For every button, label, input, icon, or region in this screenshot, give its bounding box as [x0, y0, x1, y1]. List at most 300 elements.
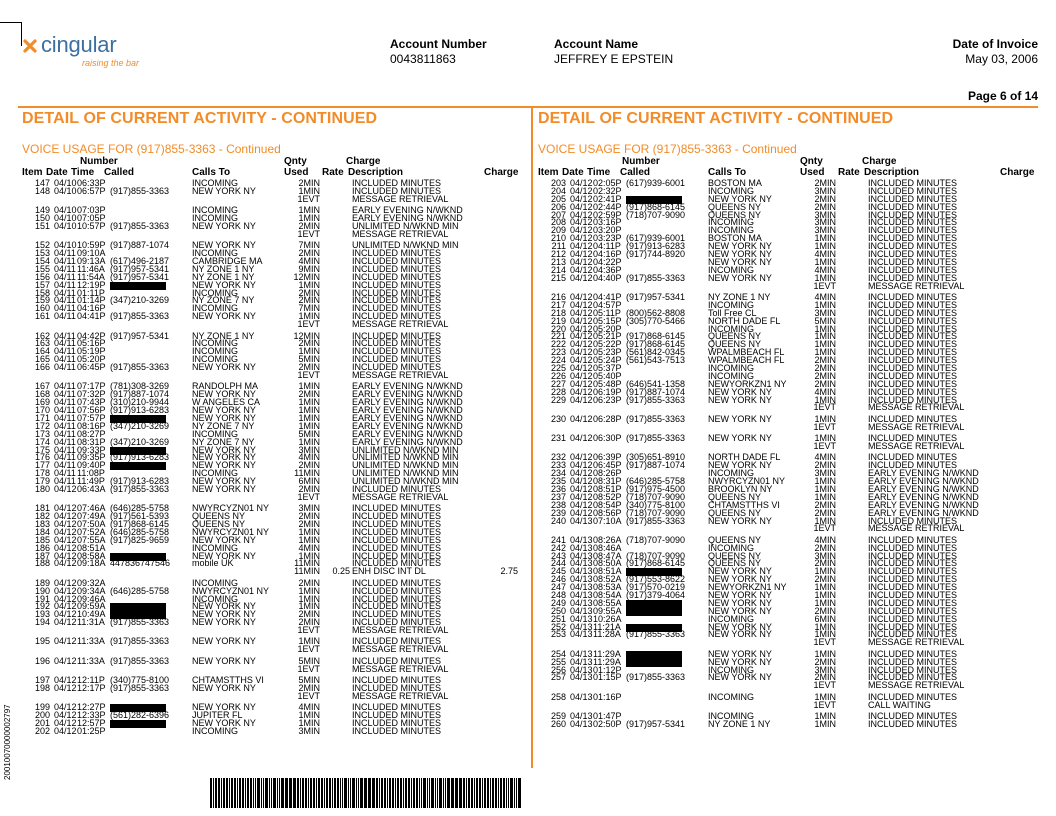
called-number: (917)957-5341	[626, 291, 686, 302]
usage-row	[538, 639, 1038, 647]
item-number: 147	[34, 178, 50, 188]
charge-description: INCLUDED MINUTES	[868, 355, 958, 366]
usage-row	[22, 690, 522, 701]
header-charge-top: Charge	[862, 156, 897, 167]
charge-description: INCLUDED MINUTES	[352, 601, 442, 612]
header-called: Called	[620, 167, 651, 178]
call-date: 04/13	[570, 566, 593, 577]
invoice-date-block	[953, 37, 1038, 67]
qty-used: 1EVT	[813, 441, 836, 451]
usage-row	[22, 663, 522, 674]
item-number: 175	[34, 444, 50, 455]
call-date: 04/12	[54, 483, 77, 494]
call-time: 08:55A	[593, 597, 622, 608]
calls-to: CHTAMSTTHS VI	[708, 499, 780, 510]
item-number: 212	[550, 249, 566, 260]
item-number: 221	[550, 331, 566, 342]
call-time: 02:32P	[593, 185, 622, 196]
call-time: 08:50A	[593, 558, 622, 569]
call-time: 08:26P	[593, 468, 622, 479]
charge-description: INCLUDED MINUTES	[352, 519, 442, 530]
call-time: 12:17P	[77, 682, 106, 693]
qty-used: 5MIN	[298, 675, 320, 686]
header-qnty: Qnty	[800, 156, 823, 167]
call-time: 05:22P	[593, 339, 622, 350]
call-date: 04/13	[570, 621, 593, 632]
charge-description: INCLUDED MINUTES	[868, 315, 958, 326]
call-time: 04:36P	[593, 264, 622, 275]
qty-used: 1MIN	[814, 331, 836, 342]
item-number: 172	[34, 420, 50, 431]
call-date: 04/12	[54, 617, 77, 628]
call-time: 06:30P	[593, 433, 622, 444]
calls-to: NY ZONE 7 NY	[192, 295, 255, 306]
calls-to: BROOKLYN NY	[708, 483, 773, 494]
call-date: 04/12	[570, 307, 593, 318]
barcode-bar	[245, 778, 246, 808]
call-date: 04/12	[54, 519, 77, 530]
barcode-bar	[508, 778, 510, 808]
called-number: (917)868-6145	[110, 519, 170, 530]
barcode-bar	[490, 778, 491, 808]
call-time: 02:59P	[593, 209, 622, 220]
charge-description: EARLY EVENING N/WKND	[352, 428, 463, 439]
barcode-bar	[352, 778, 354, 808]
call-date: 04/12	[54, 511, 77, 522]
charge-description: INCLUDED MINUTES	[352, 577, 442, 588]
header-used: Used	[284, 167, 309, 178]
qty-used: 2MIN	[814, 574, 836, 585]
call-date: 04/12	[570, 256, 593, 267]
called-number: (917)887-1074	[626, 386, 686, 397]
barcode-bar	[365, 778, 367, 808]
qty-used: 7MIN	[298, 240, 320, 251]
charge-description: INCLUDED MINUTES	[868, 307, 958, 318]
called-number: (917)855-3363	[110, 185, 170, 196]
charge-description: INCLUDED MINUTES	[352, 593, 442, 604]
item-number: 154	[34, 256, 50, 267]
calls-to: QUEENS NY	[708, 331, 762, 342]
call-time: 07:49A	[77, 511, 106, 522]
call-time: 07:50A	[77, 519, 106, 530]
call-date: 04/13	[570, 542, 593, 553]
call-time: 08:58A	[77, 550, 106, 561]
call-date: 04/12	[54, 725, 77, 736]
qty-used: 6MIN	[298, 476, 320, 487]
calls-to: NEW YORK NY	[708, 656, 772, 667]
charge-description: INCLUDED MINUTES	[352, 185, 442, 196]
charge-description: MESSAGE RETRIEVAL	[868, 402, 965, 413]
call-date: 04/10	[54, 205, 77, 216]
qty-used: 1MIN	[814, 597, 836, 608]
barcode-bar	[356, 778, 357, 808]
charge-description: INCLUDED MINUTES	[868, 241, 958, 252]
barcode-bar	[392, 778, 394, 808]
calls-to: INCOMING	[708, 711, 754, 721]
barcode-bar	[451, 778, 452, 808]
item-number: 192	[34, 601, 50, 612]
calls-to: INCOMING	[708, 664, 754, 675]
call-time: 11:31A	[77, 617, 105, 628]
qty-used: 1MIN	[814, 621, 836, 632]
call-time: 10:49A	[77, 609, 106, 620]
header-charge-top: Charge	[346, 156, 381, 167]
account-name-block	[554, 37, 673, 67]
qty-used: 1MIN	[298, 420, 320, 431]
barcode-bar	[337, 778, 339, 808]
called-number: (917)975-4500	[626, 483, 686, 494]
called-number: (917)855-3363	[110, 636, 170, 647]
calls-to: NEW YORK NY	[708, 256, 772, 267]
calls-to: NEW YORK NY	[192, 550, 256, 561]
called-number: (917)855-3363	[110, 483, 170, 494]
call-date: 04/12	[570, 499, 593, 510]
header-item: Item	[538, 167, 559, 178]
calls-to: NEW YORK NY	[708, 413, 772, 424]
call-date: 04/13	[570, 605, 593, 616]
call-time: 02:50P	[593, 718, 622, 729]
charge-description: INCLUDED MINUTES	[868, 178, 958, 188]
item-number: 205	[550, 193, 566, 204]
item-number: 240	[550, 515, 566, 526]
item-number: 204	[550, 185, 566, 196]
call-date: 04/12	[570, 452, 593, 463]
item-number: 187	[34, 550, 50, 561]
qty-used: 2MIN	[298, 362, 320, 373]
qty-used: 3MIN	[814, 664, 836, 675]
item-number: 257	[550, 672, 566, 683]
charge-description: INCLUDED MINUTES	[868, 370, 958, 381]
qty-used: 1MIN	[814, 394, 836, 405]
item-number: 151	[34, 220, 50, 231]
barcode-bar	[416, 778, 418, 808]
usage-rows-right	[538, 180, 1038, 729]
header-rate: Rate	[838, 167, 860, 178]
usage-row	[538, 699, 1038, 710]
called-number: (917)887-1074	[110, 389, 170, 400]
charge-description: UNLIMITED N/WKND MIN	[352, 476, 459, 487]
brand-tagline: raising the bar	[82, 58, 140, 68]
barcode-bar	[257, 778, 259, 808]
qty-used: 12MIN	[293, 330, 320, 341]
qty-used: 1MIN	[298, 311, 320, 322]
item-number: 182	[34, 511, 50, 522]
charge-description: INCLUDED MINUTES	[868, 718, 958, 729]
call-date: 04/12	[54, 503, 77, 514]
charge-description: INCLUDED MINUTES	[868, 629, 958, 640]
qty-used: 1MIN	[814, 433, 836, 444]
call-date: 04/12	[54, 601, 77, 612]
usage-row	[538, 280, 1038, 291]
charge-description: MESSAGE RETRIEVAL	[352, 369, 449, 380]
barcode-bar	[503, 778, 505, 808]
call-date: 04/11	[54, 248, 76, 259]
call-date: 04/12	[570, 178, 593, 188]
qty-used: 4MIN	[298, 452, 320, 463]
item-number: 152	[34, 240, 50, 251]
barcode-bar	[247, 778, 249, 808]
barcode-bar	[459, 778, 460, 808]
calls-to: INCOMING	[192, 346, 238, 357]
charge-description: INCLUDED MINUTES	[352, 287, 442, 298]
called-number: (917)868-6145	[626, 201, 686, 212]
qty-used: 4MIN	[814, 386, 836, 397]
calls-to: NEW YORK NY	[708, 515, 772, 526]
called-number: (917)553-8622	[626, 574, 686, 585]
barcode-bar	[242, 778, 244, 808]
call-date: 04/12	[54, 636, 77, 647]
calls-to: QUEENS NY	[708, 534, 762, 545]
call-time: 08:52P	[593, 491, 622, 502]
call-date: 04/11	[54, 295, 76, 306]
item-number: 227	[550, 378, 566, 389]
calls-to: QUEENS NY	[708, 209, 762, 220]
qty-used: 2MIN	[814, 355, 836, 366]
calls-to: W ANGELES CA	[192, 397, 261, 408]
calls-to: NEW YORK NY	[708, 605, 772, 616]
call-date: 04/11	[54, 452, 76, 463]
qty-used: 1MIN	[298, 550, 320, 561]
called-number: (718)707-9090	[626, 534, 686, 545]
barcode-bar	[395, 778, 396, 808]
calls-to: NY ZONE 1 NY	[708, 291, 771, 302]
qty-used: 1MIN	[814, 648, 836, 659]
called-number: (340)775-8100	[110, 675, 170, 686]
call-date: 04/12	[570, 193, 593, 204]
qty-used: 1EVT	[813, 523, 836, 534]
charge-description: INCLUDED MINUTES	[868, 291, 958, 302]
barcode-bar	[293, 778, 294, 808]
call-date: 04/11	[54, 405, 76, 416]
header-charge: Charge	[1000, 167, 1035, 178]
item-number: 185	[34, 534, 50, 545]
call-time: 11:46A	[77, 263, 105, 274]
qty-used: 1MIN	[814, 483, 836, 494]
barcode-bar	[479, 778, 481, 808]
charge-description: EARLY EVENING N/WKND	[352, 412, 463, 423]
called-number: (646)541-1358	[626, 378, 686, 389]
barcode-bar	[302, 778, 304, 808]
qty-used: 2MIN	[298, 511, 320, 522]
call-date: 04/11	[54, 476, 76, 487]
called-number: (718)707-9090	[626, 507, 686, 518]
call-time: 08:51P	[593, 483, 622, 494]
usage-row	[538, 718, 1038, 729]
calls-to: NEW YORK NY	[708, 241, 772, 252]
charge-description: UNLIMITED N/WKND MIN	[352, 460, 459, 471]
called-number: (917)868-6145	[626, 339, 686, 350]
calls-to: NEW YORK NY	[192, 444, 256, 455]
qty-used: 2MIN	[298, 178, 320, 188]
header-calls-to: Calls To	[192, 167, 231, 178]
call-time: 05:20P	[593, 323, 622, 334]
call-time: 06:19P	[593, 386, 622, 397]
barcode-bar	[289, 778, 291, 808]
barcode-bar	[332, 778, 333, 808]
qty-used: 4MIN	[298, 542, 320, 553]
calls-to: NEW YORK NY	[192, 279, 256, 290]
document-id: 20010070000002797	[3, 704, 12, 780]
called-number: (917)868-6145	[626, 558, 686, 569]
charge-description: INCLUDED MINUTES	[868, 590, 958, 601]
item-number: 238	[550, 499, 566, 510]
call-time: 06:45P	[593, 460, 622, 471]
calls-to: CHTAMSTTHS VI	[192, 675, 264, 686]
qty-used: 11MIN	[294, 468, 320, 479]
called-number: (917)855-3363	[626, 672, 686, 683]
item-number: 202	[34, 725, 50, 736]
charge-description: INCLUDED MINUTES	[352, 550, 442, 561]
call-date: 04/12	[570, 339, 593, 350]
calls-to: NEW YORK NY	[192, 483, 256, 494]
barcode-bar	[471, 778, 473, 808]
column-divider	[531, 106, 533, 768]
barcode-bar	[285, 778, 286, 808]
corner-mark	[0, 22, 22, 46]
call-time: 08:47A	[593, 550, 622, 561]
qty-used: 4MIN	[298, 256, 320, 267]
barcode-bar	[437, 778, 439, 808]
call-date: 04/13	[570, 691, 593, 702]
call-time: 08:51A	[77, 542, 106, 553]
calls-to: NEW YORK NY	[708, 629, 772, 640]
item-number: 231	[550, 433, 566, 444]
barcode-bar	[400, 778, 402, 808]
called-number: (646)285-5758	[110, 585, 170, 596]
barcode-bar	[468, 778, 470, 808]
redaction-bar	[110, 603, 166, 611]
item-number: 186	[34, 542, 50, 553]
calls-to: BOSTON MA	[708, 178, 762, 188]
charge-description: EARLY EVENING N/WKND	[868, 507, 979, 518]
header-description: Description	[864, 167, 920, 178]
calls-to: INCOMING	[192, 213, 238, 224]
barcode-bar	[413, 778, 415, 808]
calls-to: NEW YORK NY	[192, 185, 256, 196]
item-number: 153	[34, 248, 50, 259]
call-time: 01:25P	[77, 725, 106, 736]
barcode-bar	[408, 778, 410, 808]
header-date: Date	[46, 167, 68, 178]
item-number: 203	[550, 178, 566, 188]
call-date: 04/10	[54, 220, 77, 231]
called-number: (917)855-3363	[110, 311, 170, 322]
call-time: 12:33P	[77, 710, 106, 721]
calls-to: INCOMING	[708, 468, 754, 479]
item-number: 200	[34, 710, 50, 721]
call-date: 04/12	[54, 542, 77, 553]
redaction-bar	[626, 651, 682, 659]
called-number: (917)855-3363	[626, 629, 686, 640]
usage-row	[22, 568, 522, 576]
usage-row	[22, 321, 522, 329]
barcode-bar	[455, 778, 457, 808]
calls-to: NY ZONE 1 NY	[708, 718, 771, 729]
account-number-label: Account Number	[390, 37, 487, 51]
charge-description: INCLUDED MINUTES	[868, 613, 958, 624]
calls-to: INCOMING	[192, 593, 238, 604]
calls-to: INCOMING	[708, 225, 754, 236]
item-number: 168	[34, 389, 50, 400]
qty-used: 1MIN	[298, 381, 320, 392]
called-number: (917)913-6283	[626, 241, 686, 252]
barcode-bar	[213, 778, 214, 808]
calls-to: QUEENS NY	[708, 491, 762, 502]
charge-description: ENH DISC INT DL	[352, 566, 426, 577]
charge-description: MESSAGE RETRIEVAL	[352, 193, 449, 204]
charge-description: INCLUDED MINUTES	[868, 664, 958, 675]
usage-row	[22, 491, 522, 502]
charge-description: INCLUDED MINUTES	[352, 271, 442, 282]
item-number: 201	[34, 718, 50, 728]
qty-used: 9MIN	[298, 263, 320, 274]
qty-used: 1MIN	[814, 629, 836, 640]
charge-description: UNLIMITED N/WKND MIN	[352, 468, 459, 479]
charge-description: EARLY EVENING N/WKND	[352, 420, 463, 431]
call-date: 04/11	[54, 311, 76, 322]
barcode-bar	[452, 778, 454, 808]
item-number: 174	[34, 436, 50, 447]
qty-used: 1MIN	[814, 711, 836, 721]
item-number: 178	[34, 468, 50, 479]
barcode-bar	[316, 778, 317, 808]
header-number: Number	[622, 156, 660, 167]
calls-to: NEW YORK NY	[192, 362, 256, 373]
usage-row	[538, 421, 1038, 432]
qty-used: 1MIN	[814, 272, 836, 283]
barcode-bar	[318, 778, 320, 808]
header-used: Used	[800, 167, 825, 178]
barcode-bar	[376, 778, 378, 808]
qty-used: 1EVT	[297, 663, 320, 674]
item-number: 232	[550, 452, 566, 463]
charge-description: INCLUDED MINUTES	[352, 330, 442, 341]
charge-description: INCLUDED MINUTES	[352, 702, 442, 713]
called-number: (617)939-6001	[626, 233, 686, 244]
barcode-bar	[518, 778, 520, 808]
qty-used: 1EVT	[297, 369, 320, 380]
barcode-bar	[255, 778, 257, 808]
call-date: 04/11	[54, 256, 76, 267]
charge-description: UNLIMITED N/WKND MIN	[352, 452, 459, 463]
item-number: 223	[550, 347, 566, 358]
barcode-bar	[500, 778, 502, 808]
charge-description: MESSAGE RETRIEVAL	[868, 280, 965, 291]
barcode-bar	[411, 778, 412, 808]
call-time: 06:28P	[593, 413, 622, 424]
call-time: 10:59P	[77, 240, 106, 251]
charge-description: INCLUDED MINUTES	[352, 295, 442, 306]
item-number: 222	[550, 339, 566, 350]
call-date: 04/12	[570, 468, 593, 479]
barcode-bar	[250, 778, 252, 808]
qty-used: 1EVT	[813, 421, 836, 432]
calls-to: NEW YORK NY	[708, 566, 772, 577]
charge-description: MESSAGE RETRIEVAL	[868, 441, 965, 451]
called-number: (340)775-8100	[626, 499, 686, 510]
calls-to: INCOMING	[708, 542, 754, 553]
call-time: 01:14P	[77, 295, 106, 306]
call-time: 08:27P	[77, 428, 106, 439]
barcode-bar	[506, 778, 507, 808]
call-time: 11:28A	[593, 629, 621, 640]
item-number: 169	[34, 397, 50, 408]
qty-used: 2MIN	[298, 220, 320, 231]
charge-description: EARLY EVENING N/WKND	[868, 468, 979, 479]
call-date: 04/13	[570, 656, 593, 667]
charge-description: INCLUDED MINUTES	[868, 452, 958, 463]
calls-to: NORTH DADE FL	[708, 315, 781, 326]
